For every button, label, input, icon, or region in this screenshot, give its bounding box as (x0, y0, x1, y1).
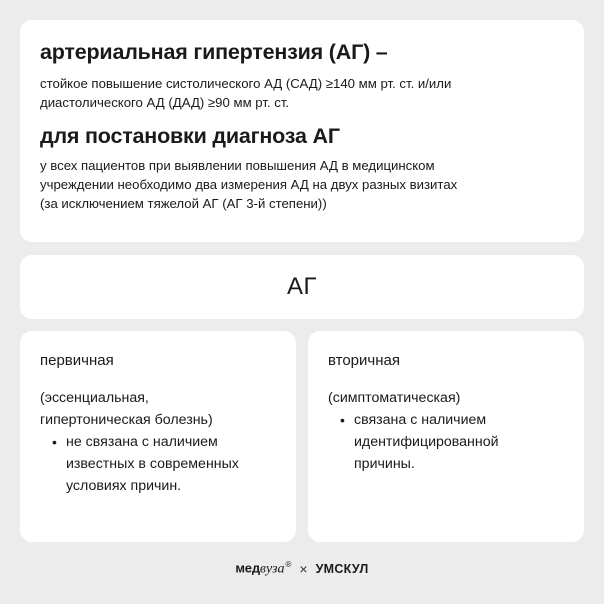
primary-bullet-line: условиях причин. (66, 478, 182, 494)
separator-icon: × (299, 561, 308, 577)
bullet-icon: • (52, 434, 57, 450)
secondary-desc-line: (симптоматическая) (328, 390, 461, 406)
primary-title: первичная (40, 352, 114, 369)
secondary-bullet-line: причины. (354, 456, 415, 472)
definition-line: диастолического АД (ДАД) ≥90 мм рт. ст. (40, 95, 290, 110)
secondary-bullet-line: связана с наличием (354, 412, 487, 428)
definition-text (40, 74, 564, 112)
primary-desc-line: гипертоническая болезнь) (40, 412, 213, 428)
definition-title: артериальная гипертензия (АГ) – (40, 40, 388, 64)
diagnosis-line: учреждении необходимо два измерения АД на двух разных визитах (40, 177, 458, 192)
primary-bullet-line: известных в современных (66, 456, 239, 472)
secondary-desc (328, 387, 564, 409)
primary-bullet-line: не связана с наличием (66, 434, 218, 450)
diagnosis-text (40, 156, 564, 213)
primary-card (20, 331, 296, 542)
diagnosis-line: у всех пациентов при выявлении повышения АД в медицинском (40, 158, 435, 173)
diagnosis-title: для постановки диагноза АГ (40, 124, 340, 148)
primary-bullet (52, 431, 276, 497)
ag-card (20, 255, 584, 319)
diagnosis-line: (за исключением тяжелой АГ (АГ 3-й степени)) (40, 196, 327, 211)
ag-label: АГ (286, 273, 317, 300)
secondary-title: вторичная (328, 352, 400, 369)
secondary-bullet-line: идентифицированной (354, 434, 499, 450)
bullet-icon: • (340, 412, 345, 428)
secondary-bullet (340, 409, 564, 475)
secondary-card (308, 331, 584, 542)
medvuza-logo: медвуза® (235, 560, 292, 577)
primary-desc (40, 387, 276, 431)
primary-desc-line: (эссенциальная, (40, 390, 149, 406)
definition-card (20, 20, 584, 242)
footer-brands (0, 558, 604, 580)
definition-line: стойкое повышение систолического АД (САД) ≥140 мм рт. ст. и/или (40, 76, 452, 91)
umskul-logo: УМСКУЛ (315, 562, 369, 576)
